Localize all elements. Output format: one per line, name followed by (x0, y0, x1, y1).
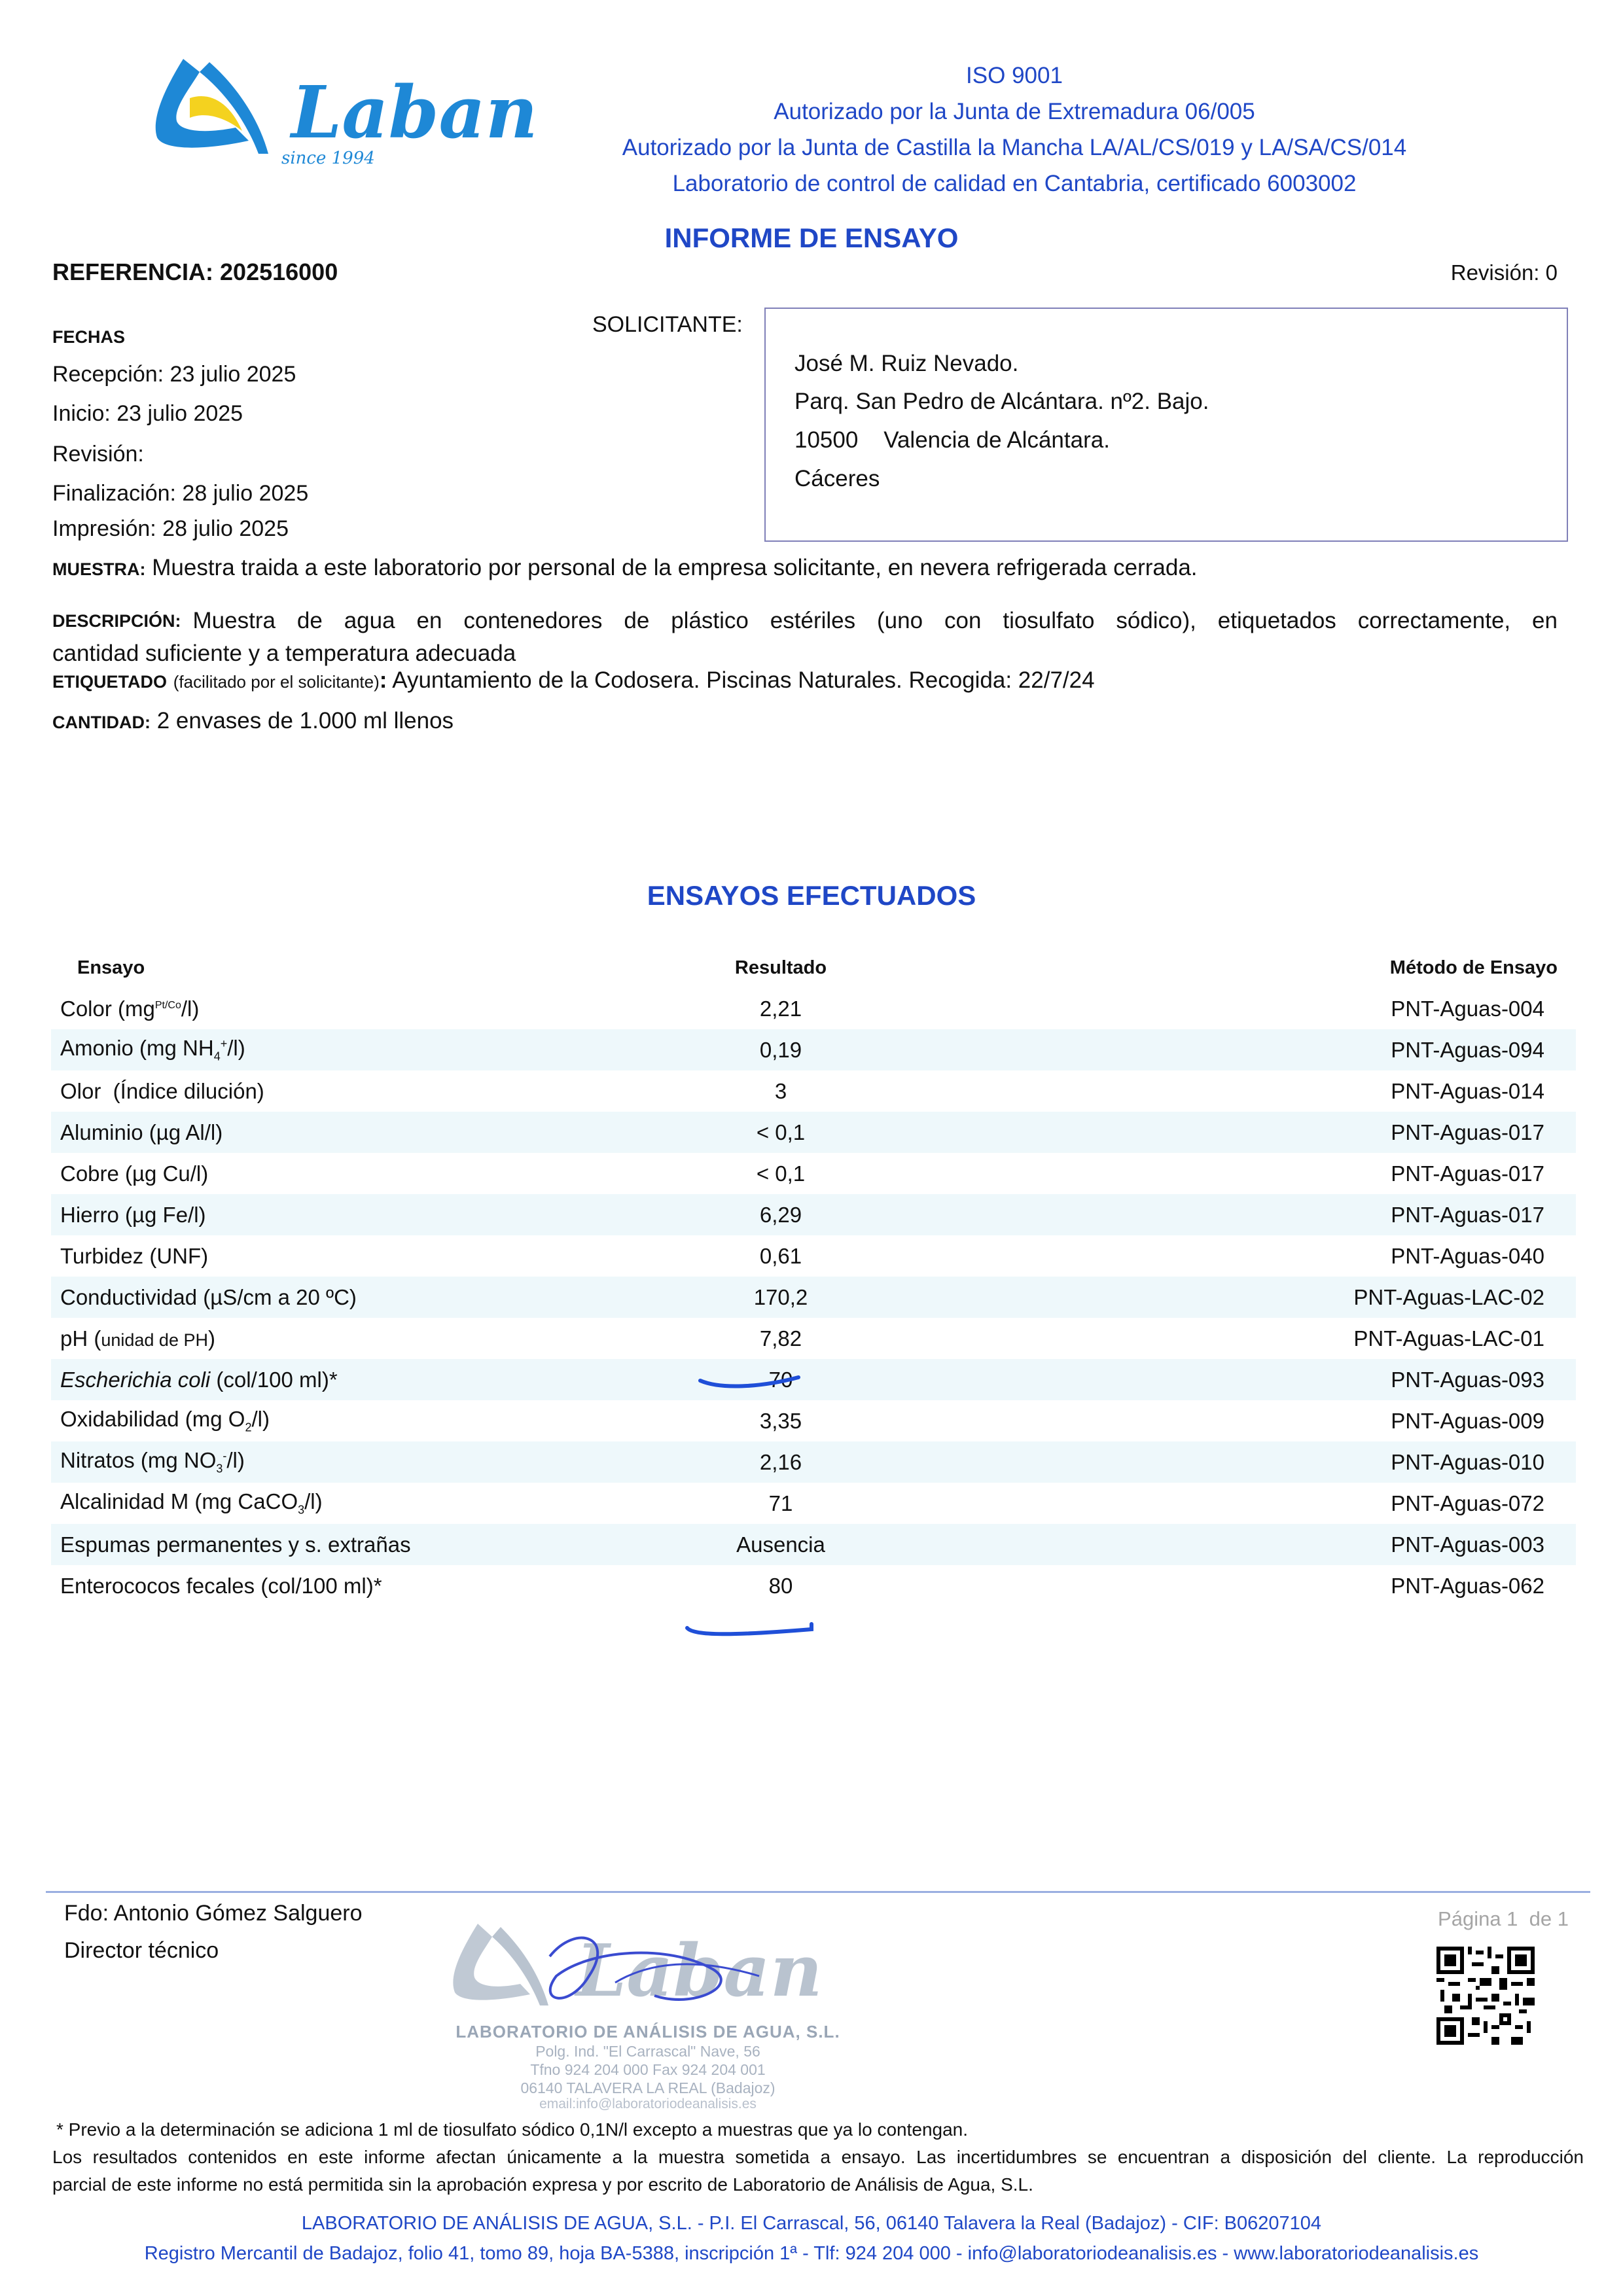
accreditations (589, 58, 1440, 202)
table-row (51, 1400, 1576, 1441)
row-metodo: PNT-Aguas-093 (961, 1359, 1576, 1400)
table-row (51, 1194, 1576, 1235)
row-ensayo: Hierro (µg Fe/l) (51, 1194, 601, 1235)
row-metodo: PNT-Aguas-LAC-02 (961, 1277, 1576, 1318)
pen-underline-mark (681, 1616, 825, 1649)
row-metodo: PNT-Aguas-062 (1391, 1573, 1544, 1598)
row-metodo: PNT-Aguas-017 (1391, 1161, 1544, 1186)
row-ensayo: Amonio (mg $NH_4^+/l$) (51, 1029, 601, 1070)
row-resultado: 0,19 (601, 1029, 961, 1070)
stamp-line: Tfno 924 204 000 Fax 924 204 001 (530, 2061, 766, 2078)
lab-registry-line: Registro Mercantil de Badajoz, folio 41, tomo 89, hoja BA-5388, inscripción 1ª - Tlf: 924 204 000 - info@laboratoriodeanalisis.es - www.laboratoriodeanalisis.es (144, 2243, 1479, 2264)
qr-code[interactable] (1436, 1947, 1535, 2045)
footnote-results-text: Los resultados contenidos en este informe afectan únicamente a la muestra sometida a ensayo. Las incertidumbres se encuentran a disposición del cliente. La reproducción (52, 2147, 1584, 2167)
table-row (51, 1483, 1576, 1524)
svg-text:Laban: Laban (291, 70, 538, 154)
applicant-province: Cáceres (794, 466, 880, 491)
muestra-text: Muestra traida a este laboratorio por personal de la empresa solicitante, en nevera refrigerada cerrada. (152, 555, 1198, 580)
row-ensayo: Conductividad (µS/cm a 20 ºC) (51, 1277, 601, 1318)
row-metodo: PNT-Aguas-LAC-01 (1353, 1326, 1544, 1351)
dates-heading: FECHAS (52, 327, 126, 347)
table-row (51, 988, 1576, 1029)
row-resultado: 170,2 (601, 1277, 961, 1318)
stamp-line: Polg. Ind. "El Carrascal" Nave, 56 (535, 2043, 760, 2060)
signer-name: Fdo: Antonio Gómez Salguero (64, 1901, 363, 1926)
applicant-city: 10500 Valencia de Alcántara. (794, 427, 1110, 453)
footnote-tiosulfato: * Previo a la determinación se adiciona 1 ml de tiosulfato sódico 0,1N/l excepto a muestras que ya lo contengan. (56, 2119, 969, 2140)
row-ensayo: pH (unidad de PH) (60, 1326, 215, 1351)
table-row (51, 1112, 1576, 1153)
row-resultado: 2,21 (759, 996, 802, 1021)
applicant-box (764, 308, 1568, 542)
row-resultado: 7,82 (759, 1326, 802, 1351)
row-resultado: 3,35 (759, 1408, 802, 1433)
etiquetado-text: Ayuntamiento de la Codosera. Piscinas Naturales. Recogida: 22/7/24 (392, 667, 1095, 693)
row-metodo: PNT-Aguas-072 (1391, 1491, 1544, 1515)
sample-description (52, 602, 1558, 673)
row-metodo: PNT-Aguas-010 (961, 1441, 1576, 1483)
date-revision: Revisión: (52, 442, 144, 467)
pen-underline-mark (694, 1364, 812, 1397)
stamp-logo (419, 1898, 877, 2028)
col-metodo: Método de Ensayo (1389, 957, 1558, 978)
row-metodo: PNT-Aguas-094 (961, 1029, 1576, 1070)
etiquetado-label: ETIQUETADO (52, 672, 167, 692)
row-ensayo: Aluminio (µg Al/l) (51, 1112, 601, 1153)
date-end: Finalización: 28 julio 2025 (52, 481, 309, 506)
applicant-address: Parq. San Pedro de Alcántara. nº2. Bajo. (794, 389, 1209, 414)
reference-label: REFERENCIA: (52, 258, 214, 285)
row-resultado: 2,16 (601, 1441, 961, 1483)
table-row (51, 1524, 1576, 1565)
sample-label-info: ETIQUETADO (facilitado por el solicitante): Ayuntamiento de la Codosera. Piscinas Naturales. Recogida: 22/7/24 (52, 667, 1095, 693)
tests-title: ENSAYOS EFECTUADOS (647, 880, 976, 911)
descripcion-label: DESCRIPCIÓN: (52, 611, 181, 631)
row-metodo: PNT-Aguas-003 (961, 1524, 1576, 1565)
row-ensayo: Oxidabilidad (mg $O_2/l$) (60, 1407, 270, 1434)
row-resultado: < 0,1 (601, 1112, 961, 1153)
stamp-line: LABORATORIO DE ANÁLISIS DE AGUA, S.L. (455, 2022, 840, 2041)
applicant-label: SOLICITANTE: (592, 312, 743, 337)
accreditation-line: Autorizado por la Junta de Extremadura 06/005 (774, 99, 1255, 124)
table-row (51, 1318, 1576, 1359)
row-ensayo: Turbidez (UNF) (60, 1243, 209, 1268)
table-row (51, 1359, 1576, 1400)
footer-divider (46, 1891, 1590, 1893)
accreditation-line: ISO 9001 (966, 63, 1063, 88)
row-metodo: PNT-Aguas-009 (1391, 1408, 1544, 1433)
row-ensayo: Nitratos (mg $NO_3^-/l$) (51, 1441, 601, 1483)
row-metodo: PNT-Aguas-017 (961, 1194, 1576, 1235)
page-number: Página 1 de 1 (1438, 1907, 1569, 1930)
row-resultado: < 0,1 (756, 1161, 806, 1186)
table-row (51, 1565, 1576, 1606)
row-metodo: PNT-Aguas-004 (1391, 996, 1544, 1021)
table-row (51, 1235, 1576, 1277)
row-metodo: PNT-Aguas-017 (961, 1112, 1576, 1153)
descripcion-text1: Muestra de agua en contenedores de plástico estériles (uno con tiosulfato sódico), etiquetados correctamente, en (192, 608, 1558, 633)
col-resultado: Resultado (734, 957, 827, 978)
cantidad-text: 2 envases de 1.000 ml llenos (156, 708, 454, 733)
accreditation-line: Autorizado por la Junta de Castilla la Mancha LA/AL/CS/019 y LA/SA/CS/014 (622, 135, 1407, 160)
results-table (51, 947, 1576, 1606)
row-ensayo: Alcalinidad M (mg CaCO$_3$/l) (60, 1489, 323, 1517)
stamp-line: 06140 TALAVERA LA REAL (Badajoz) (520, 2079, 776, 2096)
row-resultado: 0,61 (759, 1243, 802, 1268)
svg-text:since 1994: since 1994 (281, 149, 375, 168)
signer-role: Director técnico (64, 1938, 219, 1963)
etiquetado-note: (facilitado por el solicitante) (173, 672, 380, 692)
table-row (51, 1070, 1576, 1112)
lab-address-line: LABORATORIO DE ANÁLISIS DE AGUA, S.L. - P.I. El Carrascal, 56, 06140 Talavera la Real (Badajoz) - CIF: B06207104 (301, 2213, 1322, 2234)
sample-quantity (52, 708, 454, 734)
row-resultado: 70 (601, 1359, 961, 1400)
table-row (51, 1153, 1576, 1194)
row-metodo: PNT-Aguas-014 (1391, 1078, 1544, 1103)
col-ensayo: Ensayo (77, 957, 145, 978)
reference (52, 258, 338, 286)
row-resultado: 71 (768, 1491, 793, 1515)
row-resultado: 80 (768, 1573, 793, 1598)
row-metodo: PNT-Aguas-040 (1391, 1243, 1544, 1268)
row-ensayo: Color $(mg^{Pt/Co}/l)$ (60, 996, 200, 1021)
row-resultado: Ausencia (601, 1524, 961, 1565)
accreditation-line: Laboratorio de control de calidad en Cantabria, certificado 6003002 (672, 171, 1357, 196)
date-print: Impresión: 28 julio 2025 (52, 516, 289, 541)
footnote-results (52, 2144, 1584, 2171)
applicant-name: José M. Ruiz Nevado. (794, 351, 1019, 376)
row-ensayo: Escherichia coli (col/100 ml)* (51, 1359, 601, 1400)
row-resultado: 3 (774, 1078, 787, 1103)
cantidad-label: CANTIDAD: (52, 713, 151, 732)
table-row (51, 1441, 1576, 1483)
row-ensayo: Cobre (µg Cu/l) (60, 1161, 209, 1186)
footnote-reproduction: parcial de este informe no está permitida sin la aprobación expresa y por escrito de Laboratorio de Análisis de Agua, S.L. (52, 2174, 1033, 2195)
row-ensayo: Enterococos fecales (col/100 ml)* (60, 1573, 382, 1598)
date-start: Inicio: 23 julio 2025 (52, 401, 243, 426)
laban-logo (144, 39, 550, 177)
svg-text:Laban: Laban (576, 1928, 823, 2013)
table-row (51, 1029, 1576, 1070)
reference-number: 202516000 (220, 258, 338, 285)
row-ensayo: Espumas permanentes y s. extrañas (51, 1524, 601, 1565)
descripcion-text2: cantidad suficiente y a temperatura adecuada (52, 641, 516, 666)
stamp-line: email:info@laboratoriodeanalisis.es (539, 2096, 757, 2111)
report-title: INFORME DE ENSAYO (664, 222, 959, 253)
date-reception: Recepción: 23 julio 2025 (52, 362, 296, 387)
table-row (51, 1277, 1576, 1318)
sample-muestra (52, 555, 1198, 581)
row-resultado: 6,29 (601, 1194, 961, 1235)
table-header (51, 947, 1576, 988)
company-stamp (419, 1898, 877, 2113)
revision: Revisión: 0 (1450, 260, 1558, 285)
muestra-label: MUESTRA: (52, 559, 146, 579)
row-ensayo: Olor (Índice dilución) (60, 1078, 264, 1103)
